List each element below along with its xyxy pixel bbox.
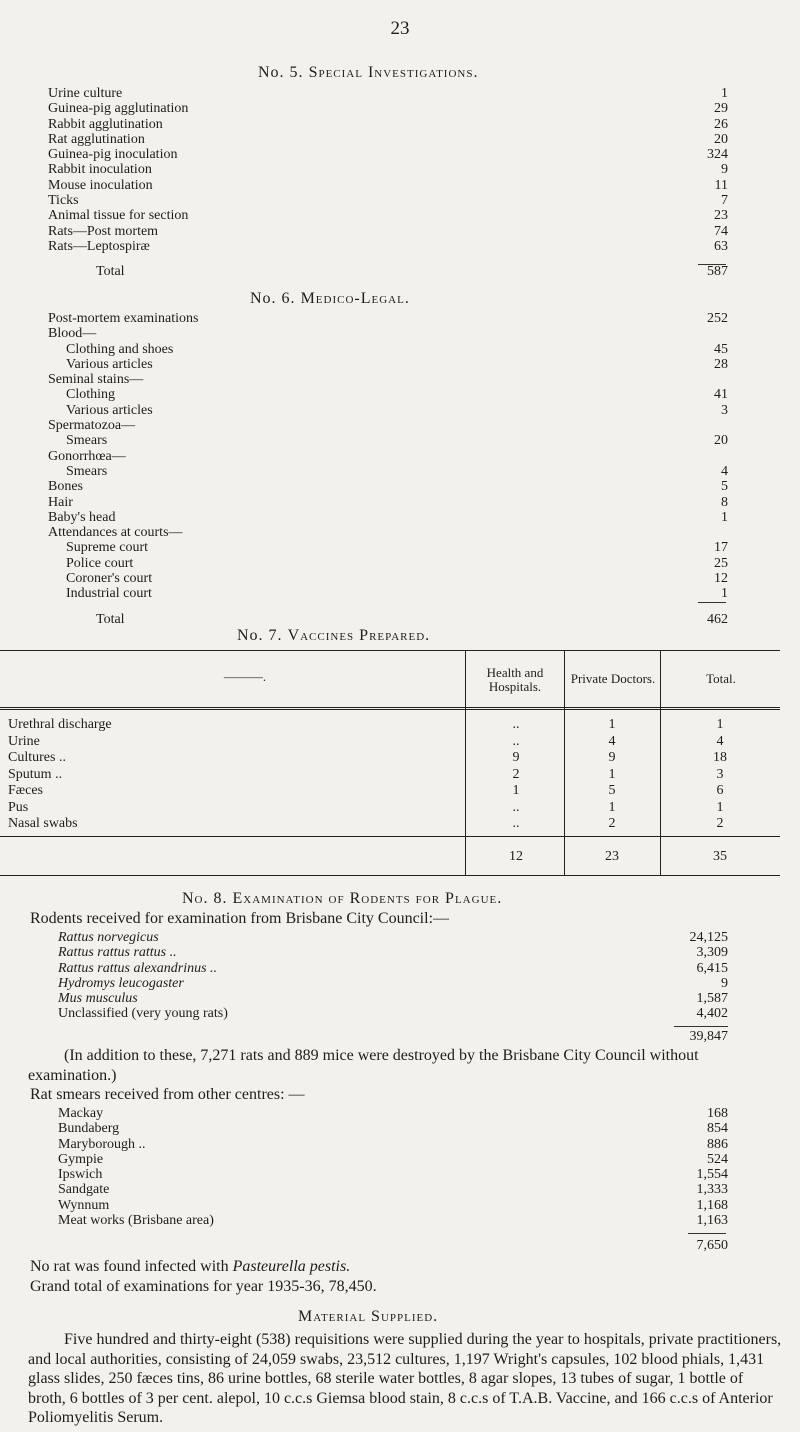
special-item-label: Animal tissue for section [48, 208, 189, 224]
medico-heading [250, 290, 410, 308]
smear-item-row [58, 1167, 728, 1182]
rodent-item-label: Rattus rattus rattus .. [58, 945, 177, 961]
special-item-row [48, 162, 728, 177]
medico-item-value: 3 [721, 402, 728, 418]
vaccines-heading-number: No. 7. [237, 627, 283, 644]
special-item-row [48, 86, 728, 101]
rodent-item-label: Rattus rattus alexandrinus .. [58, 960, 218, 976]
medico-item-row [48, 495, 728, 510]
medico-item-value: 5 [721, 479, 728, 495]
rodent-item-value: 4,402 [696, 1006, 728, 1022]
medico-item-row [48, 449, 728, 464]
rodent-item-row [58, 930, 728, 945]
medico-item-label: Attendances at courts— [48, 525, 183, 541]
row-label: Cultures .. [8, 750, 66, 765]
rodent-item-value: 6,415 [696, 960, 728, 976]
special-item-row [48, 224, 728, 239]
cell-health: .. [512, 799, 520, 815]
medico-item-label: Police court [66, 555, 134, 571]
special-item-total-value: 587 [707, 264, 728, 280]
row-label: Pus [8, 799, 29, 815]
smears-intro: Rat smears received from other centres: — [30, 1086, 305, 1103]
medico-item-label: Supreme court [66, 540, 149, 556]
medico-item-value: 12 [714, 571, 728, 587]
medico-item-value: 252 [707, 311, 728, 326]
special-item-label: Rabbit agglutination [48, 116, 163, 132]
smear-item-value: 1,554 [696, 1167, 728, 1183]
rodent-item-label: Mus musculus [58, 991, 138, 1007]
smear-item-value: 1,333 [696, 1182, 728, 1198]
medico-item-value: 1 [721, 509, 728, 525]
table-header-rule-double [0, 709, 780, 710]
special-item-value: 20 [714, 131, 728, 147]
medico-item-label: Smears [66, 433, 108, 449]
cell-health: 2 [512, 766, 520, 782]
medico-item-label: Various articles [66, 402, 153, 418]
smear-item-row [58, 1182, 728, 1197]
rodent-item-row [58, 961, 728, 976]
table-col-divider-1 [465, 650, 466, 875]
cell-total: 18 [713, 750, 727, 765]
medico-item-label: Various articles [66, 356, 153, 372]
special-item-value: 324 [707, 147, 728, 163]
special-total-rule [698, 264, 726, 265]
medico-item-row [48, 464, 728, 479]
special-investigations-list [48, 86, 728, 280]
medico-item-value: 1 [721, 586, 728, 602]
cell-total: 4 [716, 733, 724, 749]
rodent-total-rule [674, 1026, 728, 1027]
addition-note: (In addition to these, 7,271 rats and 889 mice were destroyed by the Brisbane City Council without examination.) [28, 1047, 699, 1084]
medico-item-label: Blood— [48, 326, 97, 342]
row-label: Sputum .. [8, 766, 63, 782]
row-label: Nasal swabs [8, 816, 78, 831]
col-header-private: Private Doctors. [570, 671, 656, 686]
medico-item-row [48, 326, 728, 341]
special-item-label: Rat agglutination [48, 131, 145, 147]
medico-item-row [48, 433, 728, 448]
total-health: 12 [509, 849, 523, 864]
cell-total: 1 [716, 799, 724, 815]
plague-heading [182, 890, 502, 908]
page-number: 23 [390, 18, 410, 39]
special-item-label: Ticks [48, 193, 79, 209]
col-header-health: Health and Hospitals. [486, 665, 544, 694]
smear-item-row [58, 1198, 728, 1213]
special-item-value: 29 [714, 101, 728, 117]
special-item-row [48, 132, 728, 147]
grand-total: Grand total of examinations for year 1935-36, 78,450. [30, 1278, 377, 1295]
special-item-value: 1 [721, 86, 728, 101]
cell-private: 1 [608, 717, 616, 732]
special-heading-title: Special Investigations. [308, 64, 479, 81]
special-item-value: 74 [714, 223, 728, 239]
special-heading-number: No. 5. [258, 64, 304, 81]
medico-item-value: 41 [714, 387, 728, 403]
medico-item-row [48, 342, 728, 357]
rodent-item-row [58, 945, 728, 960]
special-item-value: 23 [714, 208, 728, 224]
cell-health: 1 [512, 783, 520, 798]
material-heading-text: Material Supplied. [298, 1308, 439, 1325]
medico-item-total-row [48, 612, 728, 627]
special-item-label: Rabbit inoculation [48, 162, 152, 178]
smear-item-value: 1,163 [696, 1213, 728, 1229]
cell-health: 9 [512, 750, 520, 765]
vaccines-table [0, 650, 780, 864]
medico-item-value: 17 [714, 540, 728, 556]
smear-item-label: Wynnum [58, 1197, 110, 1213]
smear-item-value: 854 [707, 1121, 728, 1137]
smear-item-row [58, 1121, 728, 1136]
special-item-label: Guinea-pig agglutination [48, 101, 189, 117]
total-private: 23 [605, 849, 619, 864]
cell-total: 1 [716, 717, 724, 732]
organism-name: Pasteurella pestis. [232, 1258, 351, 1275]
smears-total: 7,650 [696, 1238, 728, 1253]
medico-item-label: Hair [48, 494, 73, 510]
table-corner-label: ———. [223, 669, 267, 684]
smear-item-value: 1,168 [696, 1197, 728, 1213]
medico-item-row [48, 525, 728, 540]
smears-total-rule [688, 1233, 726, 1234]
special-item-label: Rats—Post mortem [48, 223, 159, 239]
material-heading [298, 1308, 438, 1326]
medico-item-label: Spermatozoa— [48, 418, 136, 434]
smear-item-label: Maryborough .. [58, 1136, 146, 1152]
special-heading [258, 64, 478, 82]
medico-item-row [48, 387, 728, 402]
medico-item-total-value: 462 [707, 611, 728, 627]
vaccines-heading-title: Vaccines Prepared. [287, 627, 431, 644]
smear-item-label: Mackay [58, 1106, 104, 1121]
medico-item-row [48, 571, 728, 586]
medico-item-row [48, 540, 728, 555]
medico-item-label: Baby's head [48, 509, 116, 525]
cell-private: 2 [608, 816, 616, 831]
medico-item-label: Clothing and shoes [66, 341, 174, 357]
medico-item-row [48, 372, 728, 387]
smear-item-value: 886 [707, 1136, 728, 1152]
rodent-item-value: 1,587 [696, 991, 728, 1007]
special-item-value: 11 [714, 177, 728, 193]
medico-item-row [48, 311, 728, 326]
medico-item-row [48, 586, 728, 601]
cell-private: 4 [608, 733, 616, 749]
medico-item-label: Smears [66, 463, 108, 479]
cell-health: .. [512, 816, 520, 831]
special-item-total-row [48, 264, 728, 279]
special-item-label: Guinea-pig inoculation [48, 147, 178, 163]
medico-item-value: 8 [721, 494, 728, 510]
medico-heading-title: Medico-Legal. [300, 290, 410, 307]
cell-health: .. [512, 733, 520, 749]
smear-item-label: Gympie [58, 1151, 104, 1167]
plague-intro: Rodents received for examination from Brisbane City Council:— [30, 910, 450, 927]
medico-heading-number: No. 6. [250, 290, 296, 307]
col-header-total: Total. [706, 671, 736, 686]
medico-item-value: 25 [714, 555, 728, 571]
special-item-row [48, 178, 728, 193]
plague-heading-text: No. 8. Examination of Rodents for Plague. [182, 890, 503, 907]
cell-private: 1 [608, 766, 616, 782]
special-item-row [48, 101, 728, 116]
smear-item-label: Sandgate [58, 1182, 110, 1198]
special-item-value: 63 [714, 238, 728, 254]
medico-item-row [48, 418, 728, 433]
table-total-rule [0, 836, 780, 837]
table-col-divider-2 [564, 650, 565, 875]
special-item-total-label: Total [96, 264, 125, 280]
rodent-item-label: Rattus norvegicus [58, 930, 159, 945]
smear-item-value: 168 [707, 1106, 728, 1121]
smear-item-row [58, 1106, 728, 1121]
row-label: Urethral discharge [8, 717, 112, 732]
medico-item-row [48, 556, 728, 571]
special-item-value: 26 [714, 116, 728, 132]
rodent-item-row [58, 1006, 728, 1021]
smear-item-row [58, 1137, 728, 1152]
smears-list [58, 1106, 728, 1228]
medico-legal-list [48, 311, 728, 627]
medico-item-value: 20 [714, 433, 728, 449]
table-col-divider-3 [660, 650, 661, 875]
rodent-total: 39,847 [689, 1029, 728, 1044]
rodent-item-row [58, 991, 728, 1006]
special-item-label: Mouse inoculation [48, 177, 153, 193]
smear-item-row [58, 1152, 728, 1167]
rodent-item-row [58, 976, 728, 991]
special-item-row [48, 208, 728, 223]
rodent-item-value: 9 [721, 975, 728, 991]
medico-total-rule [698, 602, 726, 603]
special-item-label: Urine culture [48, 86, 123, 101]
row-label: Fæces [8, 783, 43, 798]
special-item-value: 7 [721, 193, 728, 209]
smear-item-label: Ipswich [58, 1167, 103, 1183]
special-item-row [48, 147, 728, 162]
medico-item-label: Clothing [66, 387, 116, 403]
rodent-item-value: 24,125 [689, 930, 728, 945]
material-paragraph: Five hundred and thirty-eight (538) requisitions were supplied during the year to hospitals, private practitioners, and local authorities, consisting of 24,059 swabs, 23,512 cultures, 1,197 Wright's capsules, 102 blood phials, 1,431 glass slides, 250 fæces tins, 86 urine bottles, 68 sterile water bottles, 8 agar slopes, 13 tubes of sugar, 1 bottle of broth, 6 bottles of 3 per cent. alepol, 10 c.c.s Giemsa blood stain, 8 c.c.s of T.A.B. Vaccine, and 166 c.c.s of Anterior Poliomyelitis Serum. [28, 1331, 782, 1426]
cell-total: 6 [716, 783, 724, 798]
smear-item-label: Bundaberg [58, 1121, 120, 1137]
cell-total: 2 [716, 816, 724, 831]
medico-item-label: Bones [48, 479, 83, 495]
table-header-rule [0, 707, 780, 708]
cell-private: 1 [608, 799, 616, 815]
table-top-rule [0, 650, 780, 651]
special-item-label: Rats—Leptospiræ [48, 238, 150, 254]
smear-item-row [58, 1213, 728, 1228]
medico-item-row [48, 403, 728, 418]
medico-item-total-label: Total [96, 611, 125, 627]
medico-item-value: 45 [714, 341, 728, 357]
cell-health: .. [512, 717, 520, 732]
total-total: 35 [713, 849, 727, 864]
medico-item-label: Gonorrhœa— [48, 448, 126, 464]
special-item-value: 9 [721, 162, 728, 178]
cell-total: 3 [716, 766, 724, 782]
smear-item-label: Meat works (Brisbane area) [58, 1213, 214, 1229]
medico-item-row [48, 357, 728, 372]
row-label: Urine [8, 733, 40, 749]
cell-private: 9 [608, 750, 616, 765]
vaccines-heading [237, 627, 430, 645]
cell-private: 5 [608, 783, 616, 798]
medico-item-label: Post-mortem examinations [48, 311, 199, 326]
no-rat-line [30, 1258, 350, 1276]
medico-item-label: Coroner's court [66, 571, 153, 587]
medico-item-row [48, 510, 728, 525]
rodent-list [58, 930, 728, 1022]
special-item-row [48, 193, 728, 208]
medico-item-label: Seminal stains— [48, 372, 144, 388]
rodent-item-value: 3,309 [696, 945, 728, 961]
smear-item-value: 524 [707, 1151, 728, 1167]
table-bottom-rule [0, 875, 780, 876]
special-item-row [48, 117, 728, 132]
medico-item-value: 28 [714, 356, 728, 372]
rodent-item-label: Hydromys leucogaster [58, 975, 184, 991]
rodent-item-label: Unclassified (very young rats) [58, 1006, 228, 1022]
medico-item-value: 4 [721, 463, 728, 479]
no-rat-text: No rat was found infected with [30, 1258, 233, 1275]
medico-item-row [48, 479, 728, 494]
special-item-row [48, 239, 728, 254]
medico-item-label: Industrial court [66, 586, 152, 602]
